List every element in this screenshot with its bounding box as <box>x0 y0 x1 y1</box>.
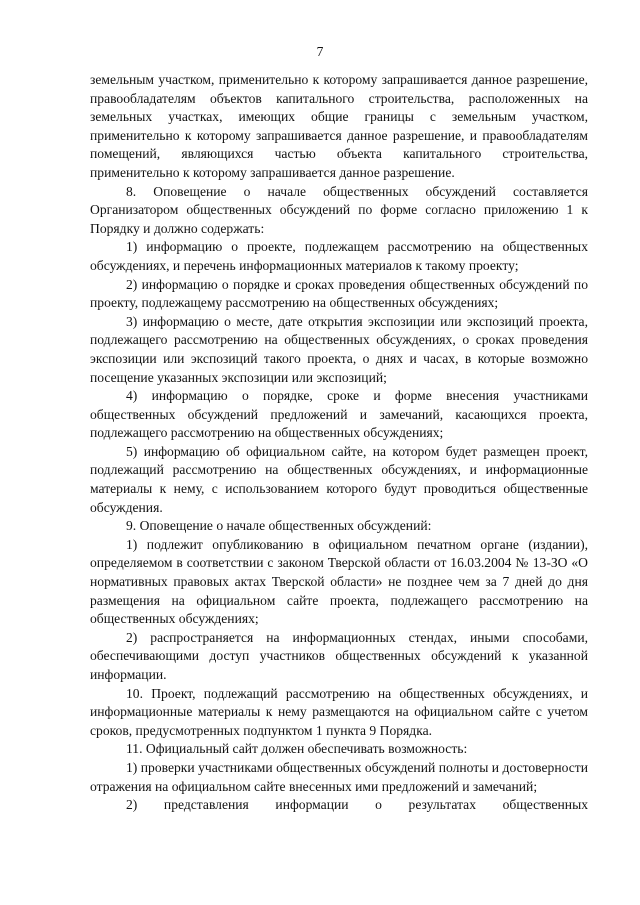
paragraph-subitem-8-3: 3) информацию о месте, дате открытия экспозиции или экспозиций проекта, подлежащего рассмотрению на общественных обсуждениях, о сроках проведения экспозиции или экспозиций такого проекта, о днях и часах, в которые возможно посещение указанных экспозиции или экспозиций; <box>90 313 588 385</box>
paragraph-subitem-8-1: 1) информацию о проекте, подлежащем рассмотрению на общественных обсуждениях, и перечень информационных материалов к такому проекту; <box>90 239 588 273</box>
paragraph-subitem-9-1: 1) подлежит опубликованию в официальном печатном органе (издании), определяемом в соответствии с законом Тверской области от 16.03.2004 № 13-ЗО «О нормативных правовых актах Тверской области» не позднее чем за 7 дней до дня размещения на официальном сайте проекта, подлежащего рассмотрению на общественных обсуждениях; <box>90 536 588 627</box>
paragraph-subitem-8-2: 2) информацию о порядке и сроках проведения общественных обсуждений по проекту, подлежащему рассмотрению на общественных обсуждениях; <box>90 276 588 311</box>
paragraph-subitem-11-2: 2) представления информации о результатах общественных <box>126 797 588 813</box>
paragraph-item-10: 10. Проект, подлежащий рассмотрению на общественных обсуждениях, и информационные материалы к нему размещаются на официальном сайте с учетом сроков, предусмотренных подпунктом 1 пункта 9 Порядка. <box>90 685 588 738</box>
page-number: 7 <box>316 44 324 59</box>
paragraph-item-8: 8. Оповещение о начале общественных обсуждений составляется Организатором общественных обсуждений по форме согласно приложению 1 к Порядку и должно содержать: <box>90 183 588 236</box>
paragraph-continuation: земельным участком, применительно к которому запрашивается данное разрешение, правообладателям объектов капитального строительства, расположенных на земельных участках, имеющих общие границы с земельным участком, применительно к которому запрашивается данное разрешение, и правообладателям помещений, являющихся частью объекта капитального строительства, применительно к которому запрашивается данное разрешение. <box>90 72 588 180</box>
paragraph-item-9: 9. Оповещение о начале общественных обсуждений: <box>126 518 432 534</box>
paragraph-item-11: 11. Официальный сайт должен обеспечивать возможность: <box>126 741 468 757</box>
paragraph-subitem-9-2: 2) распространяется на информационных стендах, иными способами, обеспечивающими доступ участников общественных обсуждений к указанной информации. <box>90 629 588 682</box>
paragraph-subitem-8-4: 4) информацию о порядке, сроке и форме внесения участниками общественных обсуждений предложений и замечаний, касающихся проекта, подлежащего рассмотрению на общественных обсуждениях; <box>90 388 588 441</box>
paragraph-subitem-11-1: 1) проверки участниками общественных обсуждений полноты и достоверности отражения на официальном сайте внесенных ими предложений и замечаний; <box>90 759 588 794</box>
document-body <box>90 71 588 815</box>
paragraph-subitem-8-5: 5) информацию об официальном сайте, на котором будет размещен проект, подлежащий рассмотрению на общественных обсуждениях, и информационные материалы к нему, с использованием которого будут проводиться общественные обсуждения. <box>90 443 588 515</box>
